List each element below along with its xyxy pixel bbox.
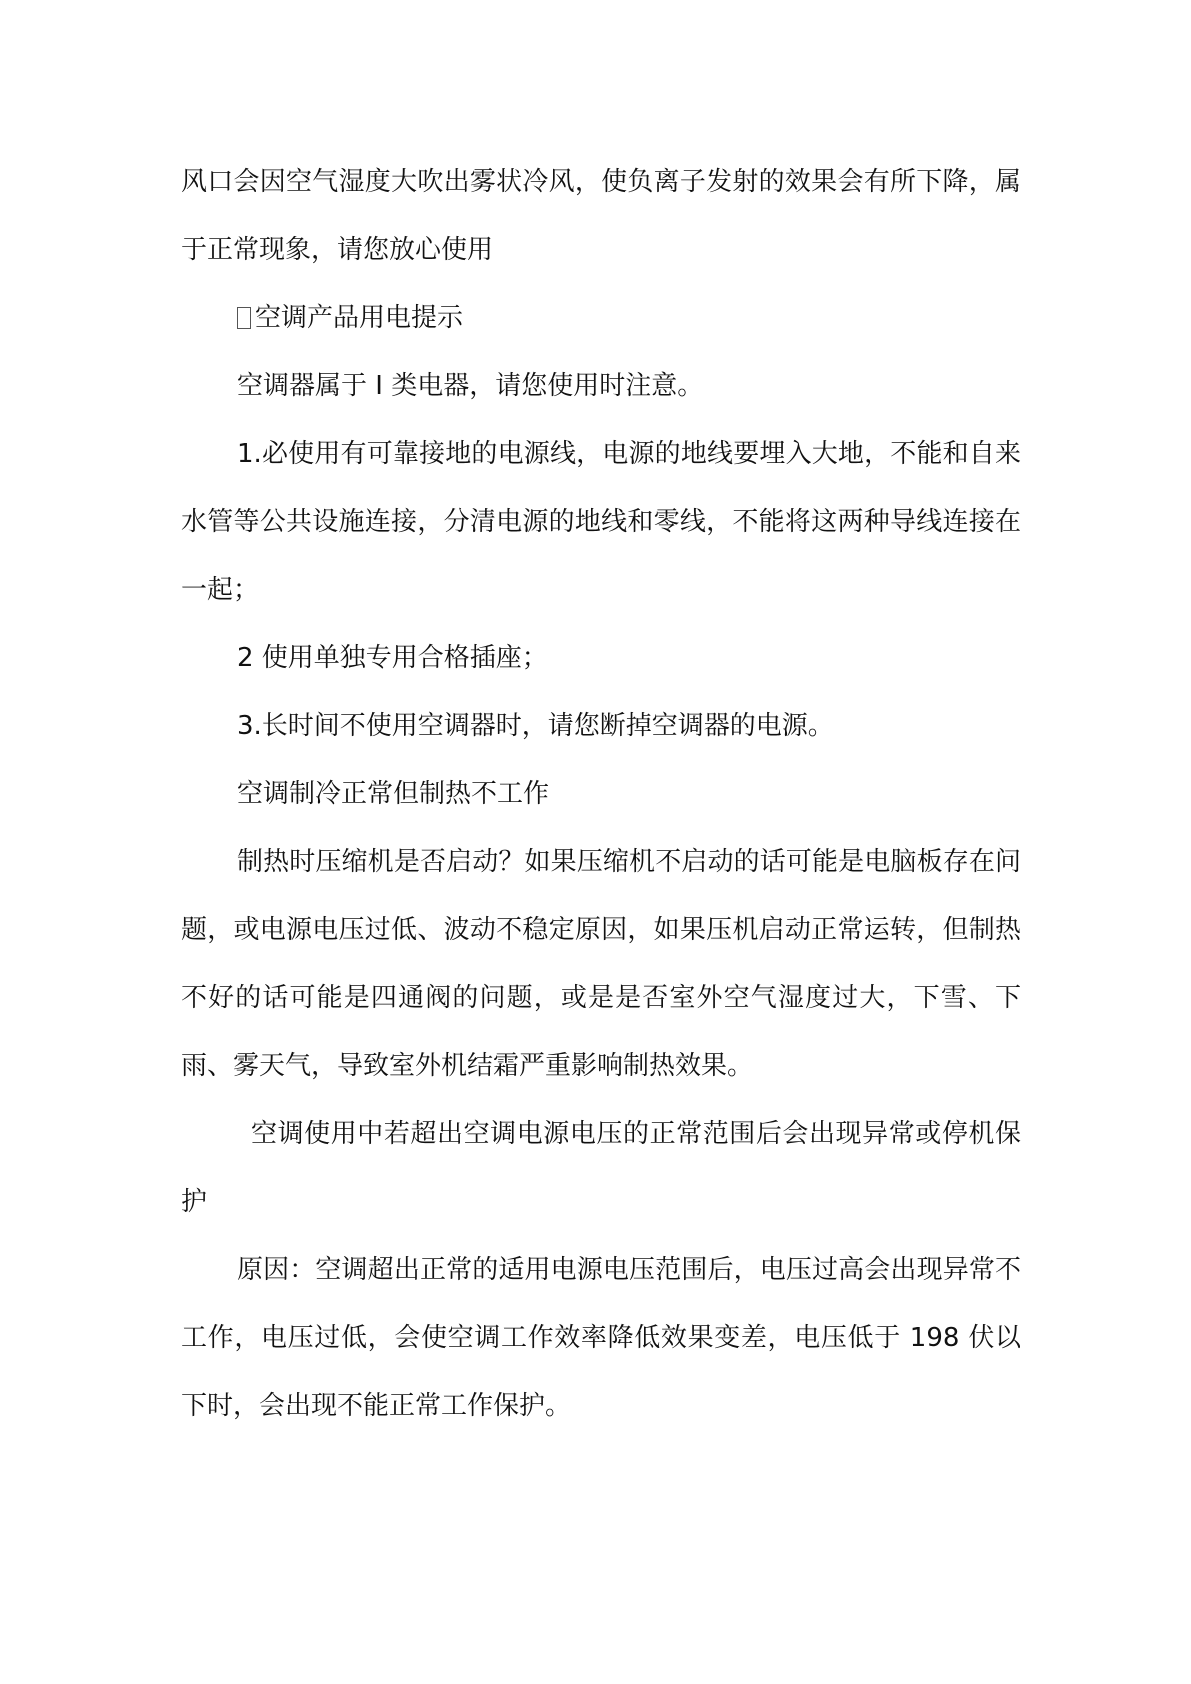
heading-heating: 空调制冷正常但制热不工作 <box>237 779 550 809</box>
paragraph-item-3: 3.长时间不使用空调器时，请您断掉空调器的电源。 <box>237 711 834 741</box>
paragraph-continued: 风口会因空气湿度大吹出雾状冷风，使负离子发射的效果会有所下降，属于正常现象，请您放心使用 <box>181 167 1021 265</box>
heading-voltage: 空调使用中若超出空调电源电压的正常范围后会出现异常或停机保护 <box>181 1119 1021 1217</box>
heading-power-tips <box>181 284 1021 352</box>
paragraph-class-i: 空调器属于 I 类电器，请您使用时注意。 <box>237 371 704 401</box>
document-body <box>181 148 1021 1440</box>
missing-glyph-box-icon <box>237 307 251 329</box>
paragraph-item-1: 1.必使用有可靠接地的电源线，电源的地线要埋入大地，不能和自来水管等公共设施连接，分清电源的地线和零线，不能将这两种导线连接在一起； <box>181 439 1021 605</box>
paragraph-voltage: 原因：空调超出正常的适用电源电压范围后，电压过高会出现异常不工作，电压过低，会使空调工作效率降低效果变差，电压低于 198 伏以下时，会出现不能正常工作保护。 <box>181 1255 1021 1421</box>
heading-power-tips-text: 空调产品用电提示 <box>255 303 464 333</box>
paragraph-item-2: 2 使用单独专用合格插座； <box>237 643 548 673</box>
paragraph-heating: 制热时压缩机是否启动？如果压缩机不启动的话可能是电脑板存在问题，或电源电压过低、波动不稳定原因，如果压机启动正常运转，但制热不好的话可能是四通阀的问题，或是是否室外空气湿度过大，下雪、下雨、雾天气，导致室外机结霜严重影响制热效果。 <box>181 847 1021 1081</box>
